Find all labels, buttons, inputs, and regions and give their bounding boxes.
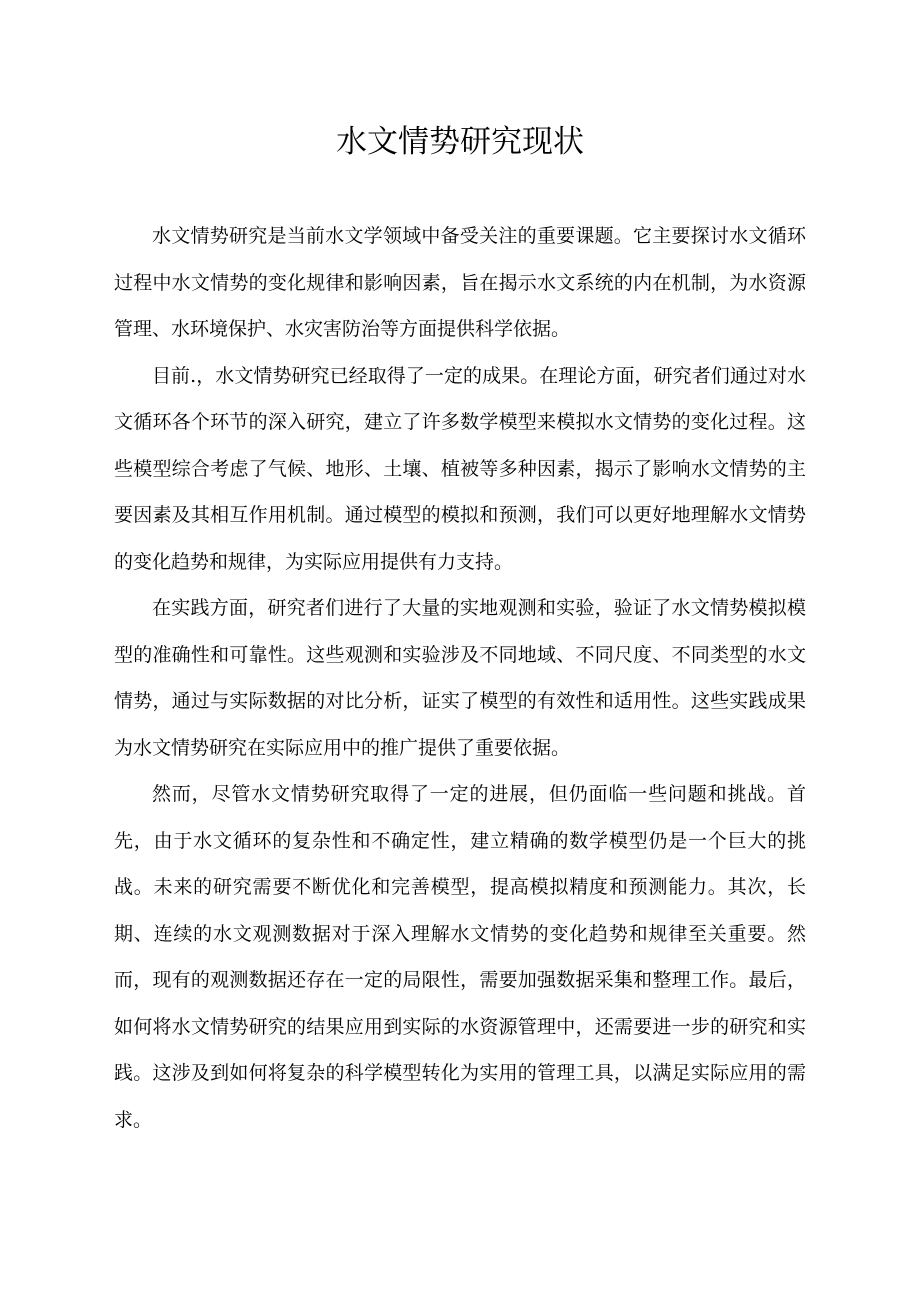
paragraph-practice-progress: 在实践方面，研究者们进行了大量的实地观测和实验，验证了水文情势模拟模型的准确性和可靠性。这些观测和实验涉及不同地域、不同尺度、不同类型的水文情势，通过与实际数据的对比分析，证实了模型的有效性和适用性。这些实践成果为水文情势研究在实际应用中的推广提供了重要依据。 (114, 597, 806, 759)
paragraph-theory-progress: 目前.，水文情势研究已经取得了一定的成果。在理论方面，研究者们通过对水文循环各个环节的深入研究，建立了许多数学模型来模拟水文情势的变化过程。这些模型综合考虑了气候、地形、土壤、植被等多种因素，揭示了影响水文情势的主要因素及其相互作用机制。通过模型的模拟和预测，我们可以更好地理解水文情势的变化趋势和规律，为实际应用提供有力支持。 (114, 364, 806, 573)
paragraph-introduction: 水文情势研究是当前水文学领域中备受关注的重要课题。它主要探讨水文循环过程中水文情势的变化规律和影响因素，旨在揭示水文系统的内在机制，为水资源管理、水环境保护、水灾害防治等方面提供科学依据。 (114, 225, 806, 340)
paragraph-challenges: 然而，尽管水文情势研究取得了一定的进展，但仍面临一些问题和挑战。首先，由于水文循环的复杂性和不确定性，建立精确的数学模型仍是一个巨大的挑战。未来的研究需要不断优化和完善模型，提高模拟精度和预测能力。其次，长期、连续的水文观测数据对于深入理解水文情势的变化趋势和规律至关重要。然而，现有的观测数据还存在一定的局限性，需要加强数据采集和整理工作。最后，如何将水文情势研究的结果应用到实际的水资源管理中，还需要进一步的研究和实践。这涉及到如何将复杂的科学模型转化为实用的管理工具，以满足实际应用的需求。 (114, 783, 806, 1131)
document-body (114, 213, 806, 1143)
document-title: 水文情势研究现状 (336, 124, 584, 160)
